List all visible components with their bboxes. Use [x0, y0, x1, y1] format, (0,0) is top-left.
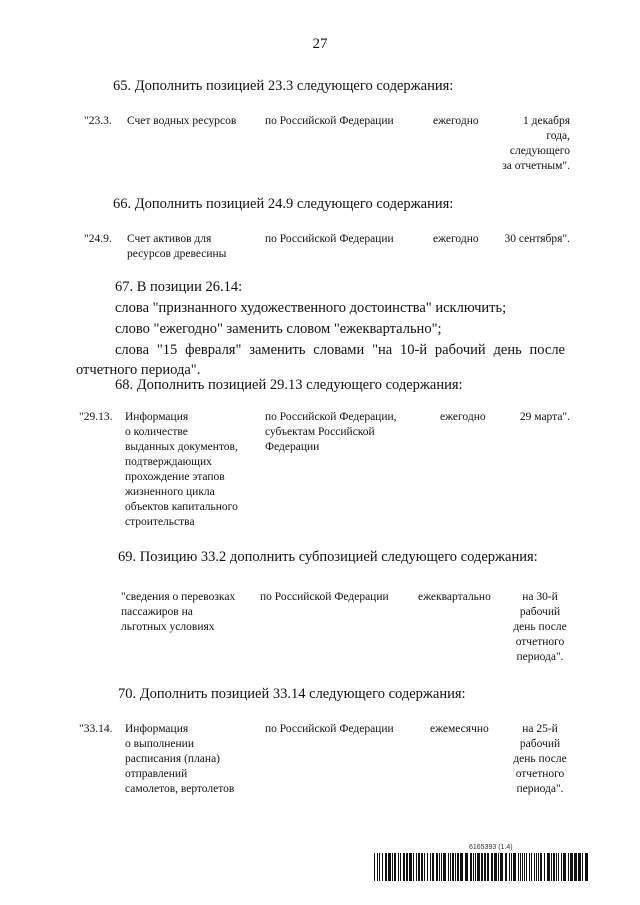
row-frequency: ежемесячно: [430, 723, 489, 735]
row-name: "сведения о перевозках пассажиров на льготных условиях: [121, 591, 236, 633]
paragraph-70: 70. Дополнить позицией 33.14 следующего содержания:: [118, 686, 466, 702]
row-deadline: на 30-й рабочий день после отчетного периода".: [513, 591, 567, 663]
paragraph-67-line-4: отчетного периода".: [76, 362, 201, 378]
paragraph-67-line-3: слова "15 февраля" заменить словами "на 10-й рабочий день после: [115, 342, 565, 358]
paragraph-67-line-1: слова "признанного художественного достоинства" исключить;: [115, 300, 507, 316]
paragraph-69: 69. Позицию 33.2 дополнить субпозицией следующего содержания:: [118, 549, 538, 565]
paragraph-65: 65. Дополнить позицией 23.3 следующего содержания:: [113, 78, 454, 94]
row-level: по Российской Федерации: [265, 723, 394, 735]
row-level: по Российской Федерации: [265, 115, 394, 127]
row-frequency: ежегодно: [440, 411, 486, 423]
row-code: "33.14.: [79, 723, 113, 735]
row-level: по Российской Федерации: [265, 233, 394, 245]
row-deadline: 30 сентября".: [504, 233, 570, 245]
row-deadline: 1 декабря года, следующего за отчетным".: [502, 115, 570, 172]
row-code: "24.9.: [84, 233, 112, 245]
row-frequency: ежеквартально: [418, 591, 491, 603]
row-code: "29.13.: [79, 411, 113, 423]
paragraph-67-intro: 67. В позиции 26.14:: [115, 279, 243, 295]
row-frequency: ежегодно: [433, 115, 479, 127]
row-level: по Российской Федерации: [260, 591, 389, 603]
row-level: по Российской Федерации, субъектам Российской Федерации: [265, 411, 397, 453]
page-number: 27: [312, 36, 328, 52]
row-deadline: на 25-й рабочий день после отчетного периода".: [513, 723, 567, 795]
document-code: 6165393 (1.4): [469, 844, 513, 851]
row-frequency: ежегодно: [433, 233, 479, 245]
barcode-image: [374, 853, 590, 881]
paragraph-67-line-2: слово "ежегодно" заменить словом "ежеквартально";: [115, 321, 442, 337]
row-name: Счет водных ресурсов: [127, 115, 237, 127]
row-deadline: 29 марта".: [519, 411, 570, 423]
row-name: Информация о выполнении расписания (плана) отправлений самолетов, вертолетов: [125, 723, 235, 795]
row-name: Информация о количестве выданных документов, подтверждающих прохождение этапов жизненного цикла объектов капитального строительства: [125, 411, 238, 528]
paragraph-68: 68. Дополнить позицией 29.13 следующего содержания:: [115, 377, 463, 393]
row-code: "23.3.: [84, 115, 112, 127]
row-name: Счет активов для ресурсов древесины: [127, 233, 227, 260]
paragraph-66: 66. Дополнить позицией 24.9 следующего содержания:: [113, 196, 454, 212]
